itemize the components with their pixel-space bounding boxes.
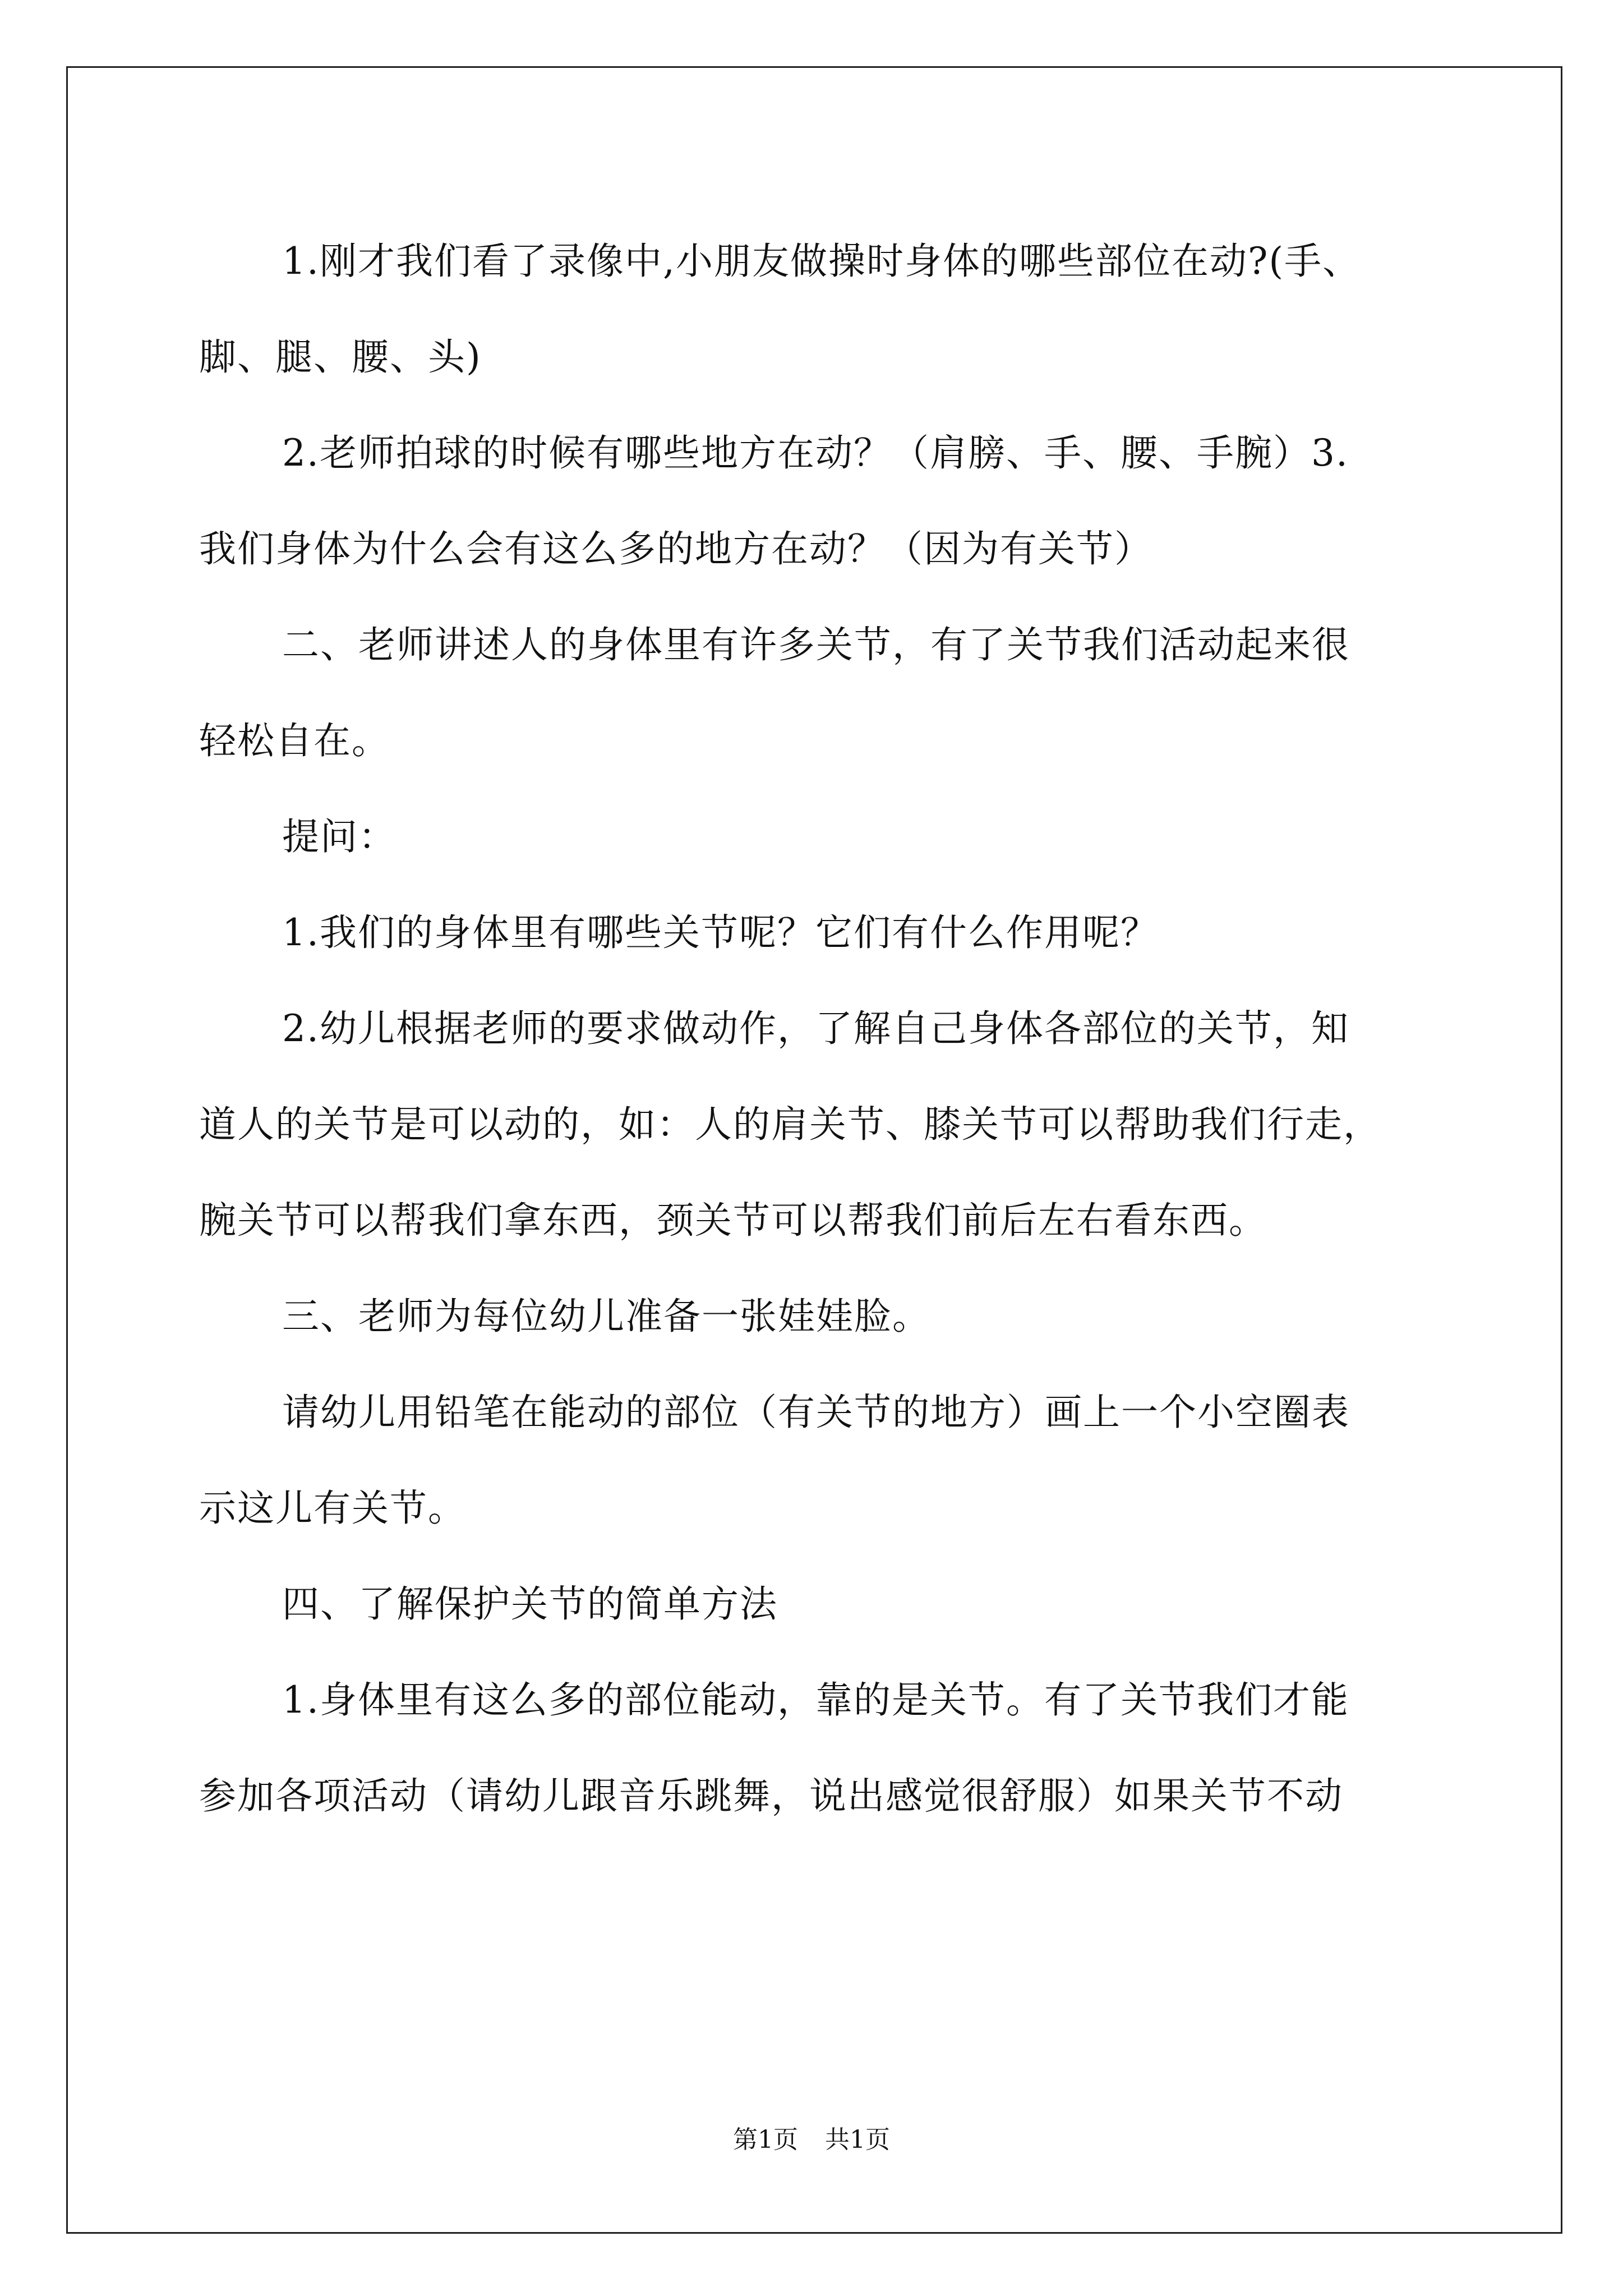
page-total: 共1页 bbox=[825, 2125, 890, 2154]
paragraph-line: 四、了解保护关节的简单方法 bbox=[282, 1582, 778, 1626]
paragraph-line: 提问： bbox=[282, 815, 396, 858]
paragraph-line: 1.我们的身体里有哪些关节呢？它们有什么作用呢？ bbox=[282, 911, 1159, 954]
paragraph-line: 道人的关节是可以动的，如：人的肩关节、膝关节可以帮助我们行走， bbox=[199, 1103, 1381, 1146]
paragraph-line: 1.刚才我们看了录像中,小朋友做操时身体的哪些部位在动?(手、 bbox=[282, 240, 1361, 283]
paragraph-line: 二、老师讲述人的身体里有许多关节，有了关节我们活动起来很 bbox=[282, 623, 1350, 666]
paragraph-line: 腕关节可以帮我们拿东西，颈关节可以帮我们前后左右看东西。 bbox=[199, 1199, 1267, 1242]
paragraph-line: 脚、腿、腰、头) bbox=[199, 335, 482, 379]
paragraph-line: 2.幼儿根据老师的要求做动作，了解自己身体各部位的关节，知 bbox=[282, 1007, 1349, 1050]
paragraph-line: 请幼儿用铅笔在能动的部位（有关节的地方）画上一个小空圈表 bbox=[282, 1391, 1350, 1434]
paragraph-line: 参加各项活动（请幼儿跟音乐跳舞，说出感觉很舒服）如果关节不动 bbox=[199, 1774, 1343, 1818]
page-number: 第1页 bbox=[733, 2125, 798, 2154]
document-body bbox=[199, 213, 1450, 1844]
paragraph-line: 2.老师拍球的时候有哪些地方在动？（肩膀、手、腰、手腕）3. bbox=[282, 431, 1349, 475]
paragraph-line: 三、老师为每位幼儿准备一张娃娃脸。 bbox=[282, 1295, 930, 1338]
paragraph-line: 轻松自在。 bbox=[199, 719, 390, 762]
page-footer bbox=[0, 2119, 1623, 2155]
paragraph-line: 1.身体里有这么多的部位能动，靠的是关节。有了关节我们才能 bbox=[282, 1678, 1349, 1722]
paragraph-line: 我们身体为什么会有这么多的地方在动？（因为有关节） bbox=[199, 527, 1152, 570]
paragraph-line: 示这儿有关节。 bbox=[199, 1487, 466, 1530]
